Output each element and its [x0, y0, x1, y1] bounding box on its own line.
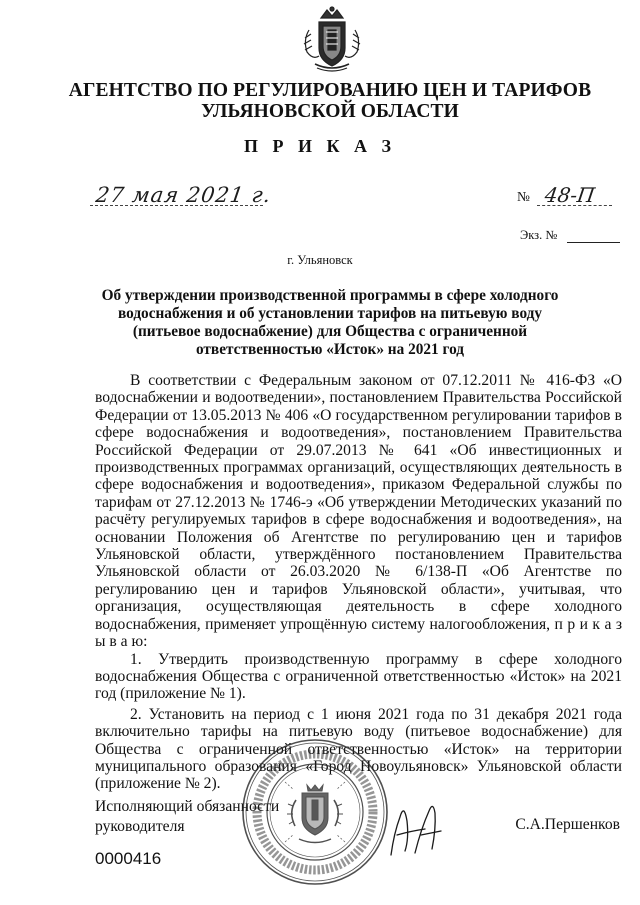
agency-name-line2: УЛЬЯНОВСКОЙ ОБЛАСТИ [201, 101, 459, 122]
signatory-title-line1: Исполняющий обязанности [95, 798, 280, 815]
city: г. Ульяновск [287, 253, 353, 267]
item-2-paragraph: 2. Установить на период с 1 июня 2021 года по 31 декабря 2021 года включительно тарифы на питьевую воду (питьевое водоснабжение) для Общества с ограниченной ответственностью «Исток» на территории муниципального образования «Город Новоульяновск» Ульяновской области (приложение № 2). [95, 705, 622, 793]
preamble-paragraph: В соответствии с Федеральным законом от 07.12.2011 № 416-ФЗ «О водоснабжении и водоотведении», постановлением Правительства Российской Федерации от 13.05.2013 № 406 «О государственном регулировании тарифов в сфере водоснабжения и водоотведения», постановлением Правительства Российской Федерации от 29.07.2013 № 641 «Об инвестиционных и производственных программах организаций, осуществляющих деятельность в сфере водоснабжения и водоотведения», приказом Федеральной службы по тарифам от 27.12.2013 № 1746-э «Об утверждении Методических указаний по расчёту регулируемых тарифов в сфере водоснабжения и водоотведения», на основании Положения об Агентстве по регулированию цен и тарифов Ульяновской области, утверждённого постановлением Правительства Ульяновской области от 26.03.2020 № 6/138-П «Об Агентстве по регулированию цен и тарифов Ульяновской области», учитывая, что организация, осуществляющая деятельность в сфере холодного водоснабжения, применяет упрощённую систему налогообложения, п р и к а з ы в а ю: [95, 372, 622, 651]
signatory-name: С.А.Першенков [515, 816, 620, 833]
copy-underline [567, 242, 620, 243]
copy-label: Экз. № [520, 228, 558, 242]
copy-number [520, 228, 620, 244]
number-handwritten: 48-П [543, 183, 597, 207]
order-subject: Об утверждении производственной программы в сфере холодного водоснабжения и об установлении тарифов на питьевую воду (питьевое водоснабжение) для Общества с ограниченной ответственностью «Исток» на 2021 год [101, 287, 559, 358]
item-1-paragraph: 1. Утвердить производственную программу в сфере холодного водоснабжения Общества с ограниченной ответственностью «Исток» на 2021 год (приложение № 1). [95, 650, 622, 703]
agency-name-line1: АГЕНТСТВО ПО РЕГУЛИРОВАНИЮ ЦЕН И ТАРИФОВ [68, 80, 592, 101]
signatory-title-line2: руководителя [95, 817, 185, 835]
official-stamp-icon [240, 737, 390, 887]
order-number [517, 183, 612, 208]
number-sign: № [517, 189, 530, 204]
number-underline [537, 205, 612, 206]
registration-number: 0000416 [95, 849, 162, 868]
date-underline [90, 205, 263, 206]
coat-of-arms-icon [301, 4, 363, 74]
order-body [95, 372, 622, 793]
date-handwritten: 27 мая 2021 г. [94, 183, 274, 207]
document-type: П Р И К А З [243, 136, 397, 156]
handwritten-signature-icon [385, 795, 445, 860]
order-date [88, 183, 274, 207]
